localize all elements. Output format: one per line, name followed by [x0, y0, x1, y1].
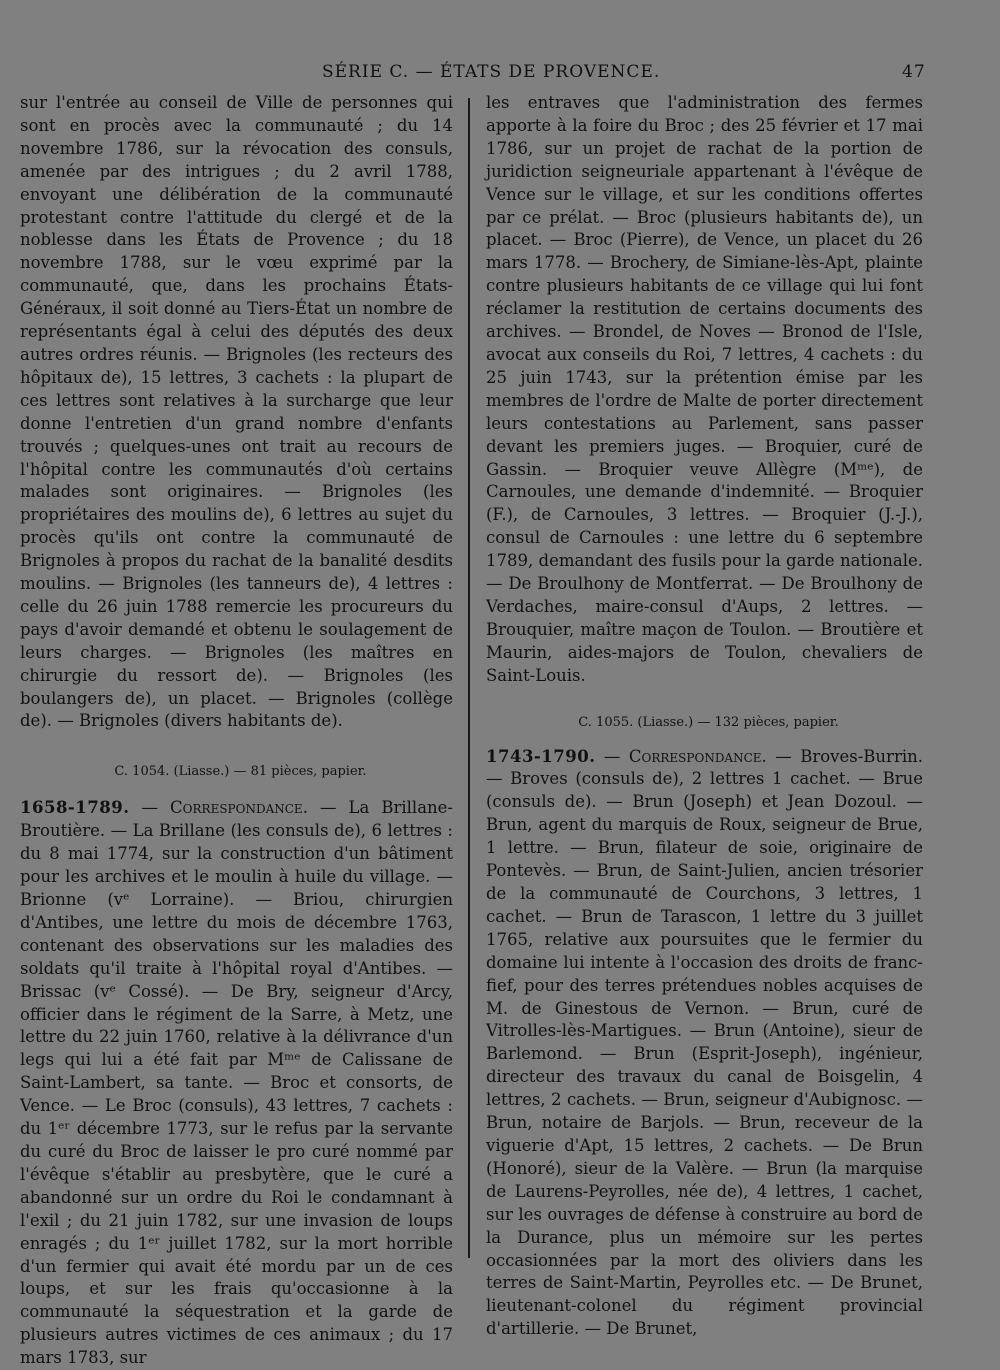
running-title: SÉRIE C. — ÉTATS DE PROVENCE.	[322, 62, 661, 82]
entry-date: 1743-1790.	[486, 746, 596, 766]
left-paragraph-continued: sur l'entrée au conseil de Ville de personnes qui sont en procès avec la communauté ; du 14 novembre 1786, sur la révocation des consuls, amenée par des intrigues ; du 2 avril 1788, envoyant une délibération de la communauté protestant contre l'attitude du clergé et de la noblesse dans les États de Provence ; du 18 novembre 1788, sur le vœu exprimé par la communauté, que, dans les prochains États-Généraux, il soit donné au Tiers-État un nombre de représentants égal à celui des députés des deux autres ordres réunis. — Brignoles (les recteurs des hôpitaux de), 15 lettres, 3 cachets : la plupart de ces lettres sont relatives à la surcharge que leur donne l'entretien d'un grand nombre d'enfants trouvés ; quelques-unes ont trait au recours de l'hôpital contre les communautés d'où certains malades sont originaires. — Brignoles (les propriétaires des moulins de), 6 lettres au sujet du procès qu'ils ont contre la communauté de Brignoles à propos du rachat de la banalité desdits moulins. — Brignoles (les tanneurs de), 4 lettres : celle du 26 juin 1788 remercie les procureurs du pays d'avoir demandé et obtenu le soulagement de leurs charges. — Brignoles (les maîtres en chirurgie du ressort de). — Brignoles (les boulangers de), un placet. — Brignoles (collège de). — Brignoles (divers habitants de).	[20, 93, 453, 731]
right-paragraph-continued: les entraves que l'administration des fermes apporte à la foire du Broc ; des 25 février et 17 mai 1786, sur un projet de rachat de la portion de juridiction seigneuriale appartenant à l'évêque de Vence sur le village, et sur les conditions offertes par ce prélat. — Broc (plusieurs habitants de), un placet. — Broc (Pierre), de Vence, un placet du 26 mars 1778. — Brochery, de Simiane-lès-Apt, plainte contre plusieurs habitants de ce village qui lui font réclamer la restitution de certains documents des archives. — Brondel, de Noves — Bronod de l'Isle, avocat aux conseils du Roi, 7 lettres, 4 cachets : du 25 juin 1743, sur la prétention émise par les membres de l'ordre de Malte de porter directement leurs contestations au Parlement, sans passer devant les premiers juges. — Broquier, curé de Gassin. — Broquier veuve Allègre (Mᵐᵉ), de Carnoules, une demande d'indemnité. — Broquier (F.), de Carnoules, 3 lettres. — Broquier (J.-J.), consul de Carnoules : une lettre du 6 septembre 1789, demandant des fusils pour la garde nationale. — De Broulhony de Montferrat. — De Broulhony de Verdaches, maire-consul d'Aups, 2 lettres. — Brouquier, maître maçon de Toulon. — Broutière et Maurin, aides-majors de Toulon, chevaliers de Saint-Louis.	[486, 93, 923, 685]
liasse-caption-1054: C. 1054. (Liasse.) — 81 pièces, papier.	[114, 764, 367, 780]
page-number: 47	[902, 62, 926, 82]
entry-text: — La Brillane-Broutière. — La Brillane (les consuls de), 6 lettres : du 8 mai 1774, sur la construction d'un bâtiment pour les archives et le moulin à huile du village. — Brionne (vᵉ Lorraine). — Briou, chirurgien d'Antibes, une lettre du mois de décembre 1763, contenant des observations sur les maladies des soldats qu'il traite à l'hôpital royal d'Antibes. — Brissac (vᵉ Cossé). — De Bry, seigneur d'Arcy, officier dans le régiment de la Sarre, à Metz, une lettre du 22 juin 1760, relative à la délivrance d'un legs qui lui a été fait par Mᵐᵉ de Calissane de Saint-Lambert, sa tante. — Broc et consorts, de Vence. — Le Broc (consuls), 43 lettres, 7 cachets : du 1ᵉʳ décembre 1773, sur le refus par la servante du curé du Broc de laisser le pro curé nommé par l'évêque s'établir au presbytère, que le curé a abandonné sur un ordre du Roi le condamnant à l'exil ; du 21 juin 1782, sur une invasion de loups enragés ; du 1ᵉʳ juillet 1782, sur la mort horrible d'un fermier qui avait été mordu par un de ces loups, et sur les frais qu'occasionne à la communauté la séquestration et la garde de plusieurs autres victimes de ces animaux ; du 17 mars 1783, sur	[20, 798, 453, 1368]
column-divider	[468, 98, 470, 1258]
entry-text: — Broves-Burrin. — Broves (consuls de), 2 lettres 1 cachet. — Brue (consuls de). — Brun (Joseph) et Jean Dozoul. — Brun, agent du marquis de Roux, seigneur de Brue, 1 lettre. — Brun, filateur de soie, originaire de Pontevès. — Brun, de Saint-Julien, ancien trésorier de la communauté de Courchons, 3 lettres, 1 cachet. — Brun de Tarascon, 1 lettre du 3 juillet 1765, relative aux poursuites que le fermier du domaine lui intente à l'occasion des droits de franc-fief, pour des terres prétendues nobles acquises de M. de Ginestous de Vernon. — Brun, curé de Vitrolles-lès-Martigues. — Brun (Antoine), sieur de Barlemond. — Brun (Esprit-Joseph), ingénieur, directeur des travaux du canal de Boisgelin, 4 lettres, 2 cachets. — Brun, seigneur d'Aubignosc. — Brun, notaire de Barjols. — Brun, receveur de la viguerie d'Apt, 15 lettres, 2 cachets. — De Brun (Honoré), sieur de la Valère. — Brun (la marquise de Laurens-Peyrolles, née de), 4 lettres, 1 cachet, sur les ouvrages de défense à construire au bord de la Durance, plus un mémoire sur les pertes occasionnées par la mort des oliviers dans les terres de Saint-Martin, Peyrolles etc. — De Brunet, lieutenant-colonel du régiment provincial d'artillerie. — De Brunet,	[486, 746, 923, 1339]
entry-label: — Correspondance.	[141, 798, 308, 818]
left-column	[20, 92, 453, 1370]
page-header	[0, 62, 1000, 86]
liasse-caption-1055: C. 1055. (Liasse.) — 132 pièces, papier.	[578, 714, 839, 730]
right-entry-1055	[486, 746, 923, 1342]
right-column	[486, 92, 923, 1341]
entry-label: — Correspondance.	[603, 746, 767, 766]
left-entry-1054	[20, 797, 453, 1370]
entry-date: 1658-1789.	[20, 798, 130, 818]
